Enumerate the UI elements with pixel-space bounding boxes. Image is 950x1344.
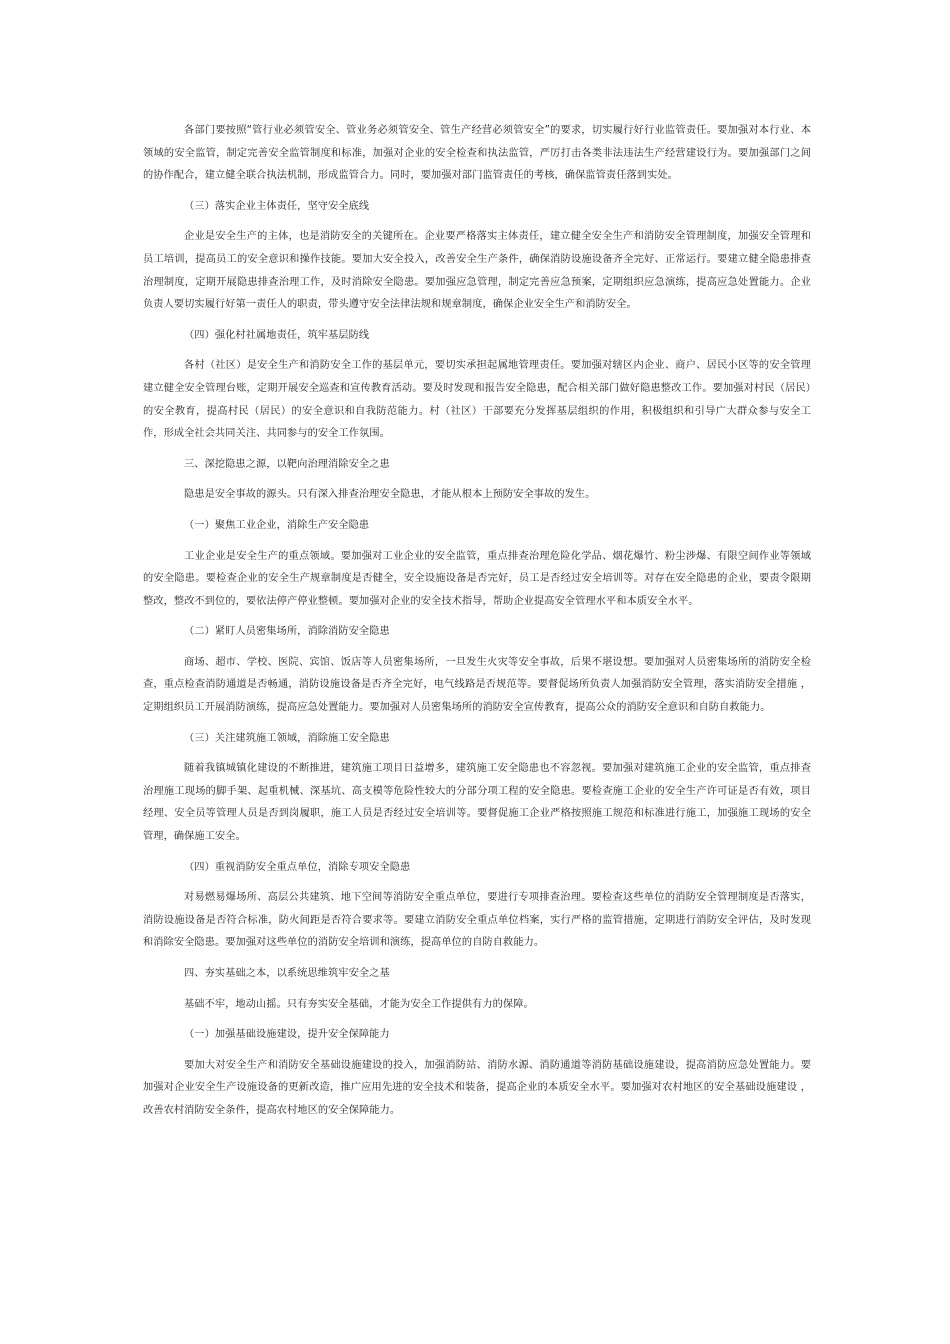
subheading-village-responsibility: （四）强化村社属地责任，筑牢基层防线 xyxy=(184,329,370,341)
subheading-fire-key-units: （四）重视消防安全重点单位，消除专项安全隐患 xyxy=(184,861,411,873)
document-page xyxy=(143,120,811,1131)
paragraph-industry-supervision: 各部门要按照“管行业必须管安全、管业务必须管安全、管生产经营必须管安全”的要求，切实履行好行业监管责任。要加强对本行业、本领域的安全监管，制定完善安全监管制度和标准，加强对企业的安全检查和执法监管，严厉打击各类非法违法生产经营建设行为。要加强部门之间的协作配合，建立健全联合执法机制，形成监管合力。同时，要加强对部门监管责任的考核，确保监管责任落到实处。 xyxy=(143,125,811,182)
section-heading-hazards: 三、深挖隐患之源，以靶向治理消除安全之患 xyxy=(184,458,390,470)
paragraph-fire-key-units: 对易燃易爆场所、高层公共建筑、地下空间等消防安全重点单位，要进行专项排查治理。要检查这些单位的消防安全管理制度是否落实，消防设施设备是否符合标准，防火间距是否符合要求等。要建立消防安全重点单位档案，实行严格的监管措施，定期进行消防安全评估，及时发现和消除安全隐患。要加强对这些单位的消防安全培训和演练，提高单位的自防自救能力。 xyxy=(143,892,811,949)
paragraph-village-responsibility: 各村（社区）是安全生产和消防安全工作的基层单元，要切实承担起属地管理责任。要加强对辖区内企业、商户、居民小区等的安全管理建立健全安全管理台账，定期开展安全巡查和宣传教育活动。要及时发现和报告安全隐患，配合相关部门做好隐患整改工作。要加强对村民（居民）的安全教育，提高村民（居民）的安全意识和自我防范能力。村（社区）干部要充分发挥基层组织的作用，积极组织和引导广大群众参与安全工作，形成全社会共同关注、共同参与的安全工作氛围。 xyxy=(143,360,811,440)
paragraph-industrial-enterprises: 工业企业是安全生产的重点领域。要加强对工业企业的安全监管，重点排查治理危险化学品、烟花爆竹、粉尘涉爆、有限空间作业等领域的安全隐患。要检查企业的安全生产规章制度是否健全，安全设施设备是否完好，员工是否经过安全培训等。对存在安全隐患的企业，要责令限期整改，整改不到位的，要依法停产停业整顿。要加强对企业的安全技术指导，帮助企业提高安全管理水平和本质安全水平。 xyxy=(143,550,811,607)
subheading-crowded-places: （二）紧盯人员密集场所，消除消防安全隐患 xyxy=(184,626,390,638)
subheading-industrial-enterprises: （一）聚焦工业企业，消除生产安全隐患 xyxy=(184,519,370,531)
paragraph-crowded-places: 商场、超市、学校、医院、宾馆、饭店等人员密集场所，一旦发生火灾等安全事故，后果不堪设想。要加强对人员密集场所的消防安全检查，重点检查消防通道是否畅通，消防设施设备是否齐全完好，电气线路是否规范等。要督促场所负责人加强消防安全管理，落实消防安全措施 ，定期组织员工开展消防演练，提高应急处置能力。要加强对人员密集场所的消防安全宣传教育，提高公众的消防安全意识和自防自救能力。 xyxy=(143,656,811,714)
subheading-infrastructure: （一）加强基础设施建设，提升安全保障能力 xyxy=(184,1029,390,1041)
paragraph-infrastructure: 要加大对安全生产和消防安全基础设施建设的投入，加强消防站、消防水源、消防通道等消防基础设施建设，提高消防应急处置能力。要加强对企业安全生产设施设备的更新改造，推广应用先进的安全技术和装备，提高企业的本质安全水平。要加强对农村地区的安全基础设施建设 ，改善农村消防安全条件，提高农村地区的安全保障能力。 xyxy=(143,1059,811,1116)
paragraph-hazards-intro: 隐患是安全事故的源头。只有深入排查治理安全隐患，才能从根本上预防安全事故的发生。 xyxy=(184,489,596,501)
paragraph-enterprise-responsibility: 企业是安全生产的主体，也是消防安全的关键所在。企业要严格落实主体责任，建立健全安全生产和消防安全管理制度，加强安全管理和员工培训，提高员工的安全意识和操作技能。要加大安全投入，改善安全生产条件，确保消防设施设备齐全完好、正常运行。要建立健全隐患排查治理制度，定期开展隐患排查治理工作，及时消除安全隐患。要加强应急管理，制定完善应急预案，定期组织应急演练，提高应急处置能力。企业负责人要切实履行好第一责任人的职责，带头遵守安全法律法规和规章制度，确保企业安全生产和消防安全。 xyxy=(143,231,811,311)
paragraph-foundation-intro: 基础不牢，地动山摇。只有夯实安全基础，才能为安全工作提供有力的保障。 xyxy=(184,998,534,1010)
paragraph-construction: 随着我镇城镇化建设的不断推进，建筑施工项目日益增多，建筑施工安全隐患也不容忽视。要加强对建筑施工企业的安全监管，重点排查治理施工现场的脚手架、起重机械、深基坑、高支模等危险性较大的分部分项工程的安全隐患。要检查施工企业的安全生产许可证是否有效，项目经理、安全员等管理人员是否到岗履职，施工人员是否经过安全培训等。要督促施工企业严格按照施工规范和标准进行施工，加强施工现场的安全管理，确保施工安全。 xyxy=(143,763,811,843)
section-heading-foundation: 四、夯实基础之本，以系统思维筑牢安全之基 xyxy=(184,968,390,979)
subheading-construction: （三）关注建筑施工领域，消除施工安全隐患 xyxy=(184,732,390,744)
subheading-enterprise-responsibility: （三）落实企业主体责任，坚守安全底线 xyxy=(184,200,370,212)
